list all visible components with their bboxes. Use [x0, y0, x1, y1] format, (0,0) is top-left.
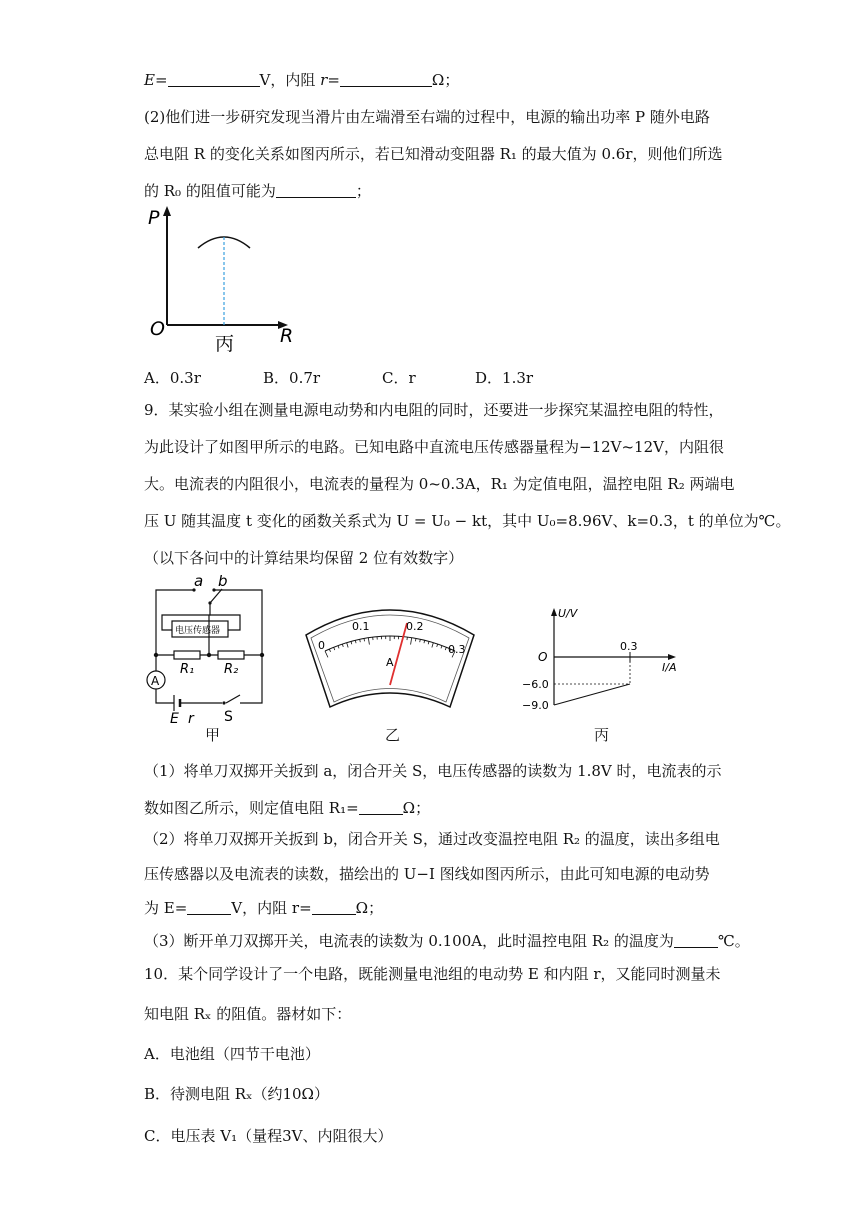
r2-label: R₂: [224, 662, 239, 677]
sub1-line-1: （1）将单刀双掷开关扳到 a，闭合开关 S，电压传感器的读数为 1.8V 时，电流表的示: [144, 762, 722, 780]
tick-label-0.2: 0.2: [406, 620, 424, 633]
caption-yi: 乙: [385, 726, 401, 744]
ammeter-label: A: [151, 674, 160, 688]
caption-bing: 丙: [594, 726, 610, 744]
sub2-line-1: （2）将单刀双掷开关扳到 b，闭合开关 S，通过改变温控电阻 R₂ 的温度，读出多组电: [144, 830, 720, 848]
item-c: C．电压表 V₁（量程3V、内阻很大）: [144, 1127, 393, 1145]
i-axis-arrow: [668, 654, 676, 660]
switch-pivot: [208, 601, 211, 604]
q9-line-1: 9．某实验小组在测量电源电动势和内电阻的同时，还要进一步探究某温控电阻的特性，: [144, 401, 724, 419]
answer-blank[interactable]: [359, 800, 403, 815]
unit-text: Ω；: [402, 799, 431, 817]
sub1-line-2: [144, 798, 430, 818]
option-a[interactable]: A．0.3r: [144, 369, 201, 387]
sub3-text: （3）断开单刀双掷开关，电流表的读数为 0.100A，此时温控电阻 R₂ 的温度为: [144, 932, 674, 950]
b-label: b: [218, 575, 228, 590]
unit-text: Ω；: [355, 899, 384, 917]
junction: [154, 653, 158, 657]
s-label: S: [224, 709, 233, 725]
option-b[interactable]: B．0.7r: [263, 369, 321, 387]
u-axis-label: U/V: [558, 607, 578, 620]
unit-text: ℃。: [717, 932, 750, 950]
junction: [260, 653, 264, 657]
switch-s-pivot: [222, 701, 225, 704]
q2-line-1: (2)他们进一步研究发现当滑片由左端滑至右端的过程中，电源的输出功率 P 随外电路: [144, 108, 710, 126]
tick-label-0.1: 0.1: [352, 620, 370, 633]
e-label: E=: [144, 71, 168, 89]
answer-blank[interactable]: [168, 72, 260, 87]
option-c[interactable]: C．r: [382, 369, 416, 387]
wire: [214, 590, 262, 655]
q9-line-2: 为此设计了如图甲所示的电路。已知电路中直流电压传感器量程为−12V~12V，内阻很: [144, 438, 724, 456]
origin-label: O: [538, 650, 548, 664]
q9-line-3: 大。电流表的内阻很小，电流表的量程为 0~0.3A，R₁ 为定值电阻，温控电阻 R₂ 两端电: [144, 475, 735, 493]
switch-s-blade: [226, 695, 240, 703]
unit-text: Ω；: [431, 71, 460, 89]
item-b: B．待测电阻 Rₓ（约10Ω）: [144, 1085, 329, 1103]
equals-text: =: [327, 71, 340, 89]
q10-line-2: 知电阻 Rₓ 的阻值。器材如下：: [144, 1005, 352, 1023]
tick-label-0.3: 0.3: [448, 643, 466, 656]
ammeter-dial-yi: [300, 595, 480, 715]
dial-tick: [415, 638, 416, 641]
answer-blank[interactable]: [312, 900, 356, 915]
sub1-text: 数如图乙所示，则定值电阻 R₁=: [144, 799, 359, 817]
q9-line-5: （以下各问中的计算结果均保留 2 位有效数字）: [144, 549, 464, 567]
u-i-graph: [520, 605, 690, 715]
q2-text: 的 R₀ 的阻值可能为: [144, 182, 276, 200]
tick-label-0: 0: [318, 639, 325, 652]
wire: [156, 689, 174, 703]
r-label: R: [280, 325, 294, 347]
a-label: a: [194, 575, 204, 590]
q2-line-3: [144, 181, 371, 201]
origin-label: O: [150, 318, 165, 340]
p-label: P: [148, 207, 160, 229]
q2-line-2: 总电阻 R 的变化关系如图丙所示，若已知滑动变阻器 R₁ 的最大值为 0.6r，则他们所选: [144, 145, 723, 163]
u-axis-arrow: [551, 608, 557, 616]
answer-blank[interactable]: [340, 72, 432, 87]
circuit-diagram-jia: [144, 575, 274, 745]
caption-jia: 甲: [205, 726, 221, 744]
q10-line-1: 10．某个同学设计了一个电路，既能测量电池组的电动势 E 和内阻 r，又能同时测量未: [144, 965, 721, 983]
r1-resistor: [174, 651, 200, 659]
item-a: A．电池组（四节干电池）: [144, 1045, 320, 1063]
option-d[interactable]: D．1.3r: [475, 369, 534, 387]
sensor-label: 电压传感器: [175, 626, 221, 636]
r-label: r: [320, 71, 328, 89]
wire: [240, 655, 262, 703]
switch-blade: [210, 589, 222, 603]
dial-tick: [364, 638, 365, 641]
x-tick-label: 0.3: [620, 640, 638, 653]
data-line: [554, 684, 630, 705]
answer-blank[interactable]: [276, 183, 356, 198]
r1-label: R₁: [180, 662, 195, 677]
y-tick-label-9: −9.0: [522, 699, 549, 712]
terminal-b: [212, 588, 215, 591]
unit-label: A: [386, 656, 394, 669]
q9-line-4: 压 U 随其温度 t 变化的函数关系式为 U = U₀ − kt，其中 U₀=8.96V、k=0.3，t 的单位为℃。: [144, 512, 791, 530]
sub2-line-2: 压传感器以及电流表的读数，描绘出的 U−I 图线如图丙所示，由此可知电源的电动势: [144, 865, 710, 883]
sub2-text: V，内阻 r=: [231, 899, 312, 917]
answer-blank[interactable]: [674, 933, 718, 948]
sub2-text: 为 E=: [144, 899, 188, 917]
p-axis-arrow: [163, 206, 171, 216]
r-label: r: [188, 711, 194, 727]
r2-resistor: [218, 651, 244, 659]
sub3-line: [144, 931, 750, 951]
junction: [207, 653, 211, 657]
answer-line-e-r: [144, 70, 459, 90]
e-label: E: [170, 711, 179, 727]
power-resistance-graph: [140, 200, 310, 360]
i-axis-label: I/A: [662, 661, 677, 674]
answer-blank[interactable]: [187, 900, 231, 915]
sub2-line-3: [144, 898, 383, 918]
y-tick-label-6: −6.0: [522, 678, 549, 691]
unit-text: V，内阻: [259, 71, 321, 89]
figure-caption: 丙: [215, 333, 235, 355]
semicolon: ；: [355, 182, 371, 200]
